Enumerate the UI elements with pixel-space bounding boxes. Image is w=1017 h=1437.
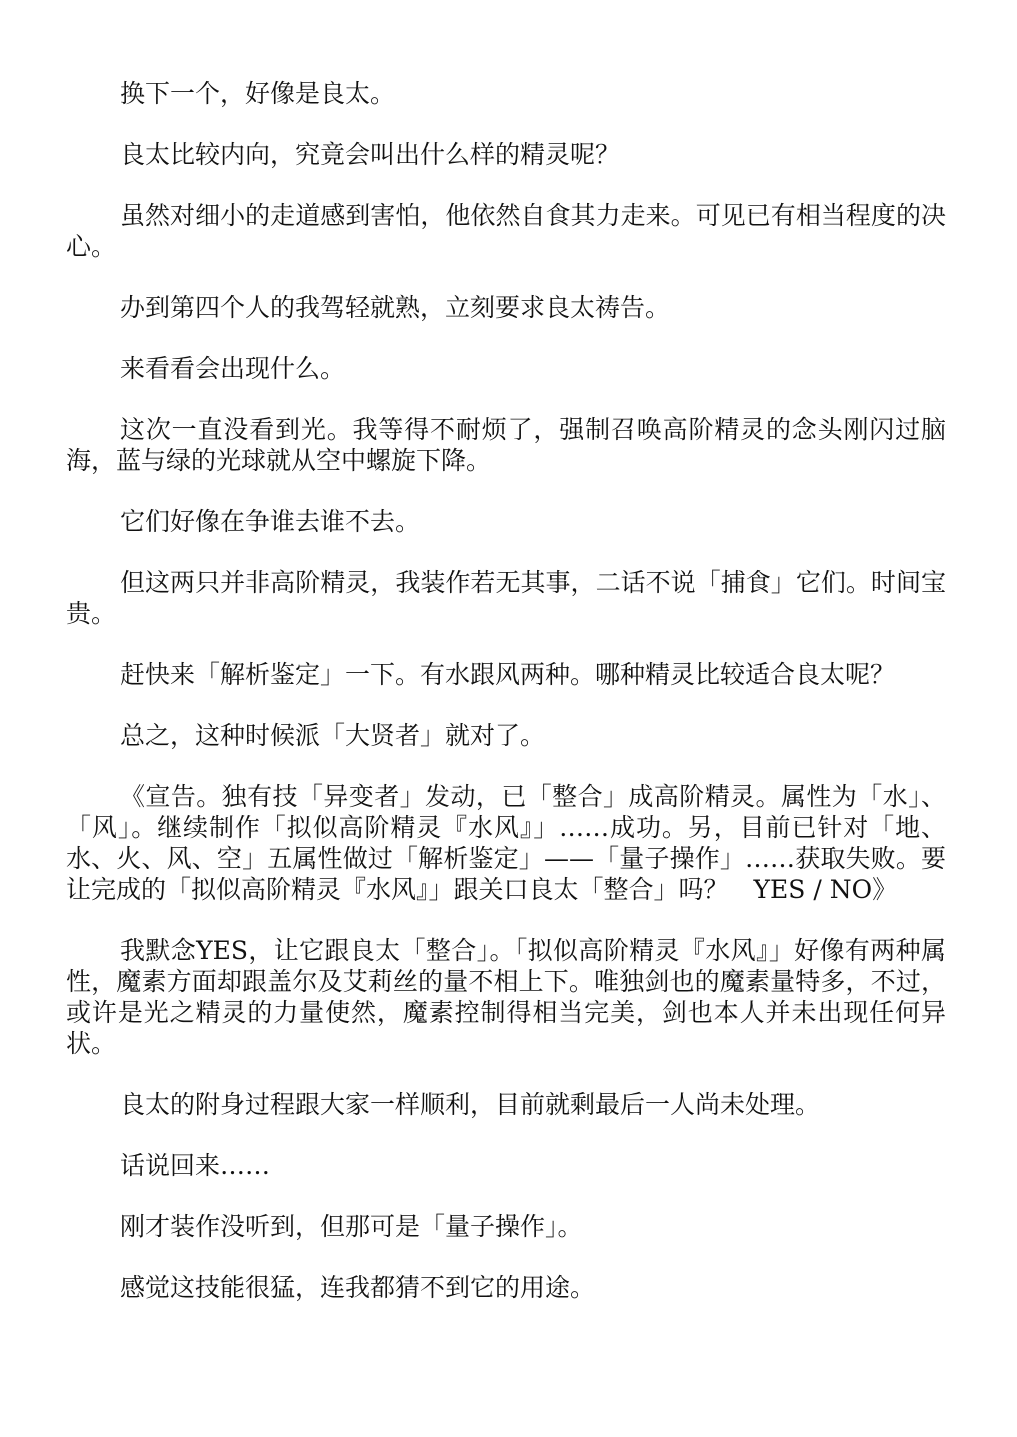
paragraph-15: 刚才装作没听到，但那可是「量子操作」。 — [120, 1212, 583, 1241]
paragraph-3: 虽然对细小的走道感到害怕，他依然自食其力走来。可见已有相当程度的决心。 — [66, 201, 946, 261]
paragraph-2: 良太比较内向，究竟会叫出什么样的精灵呢？ — [120, 140, 621, 169]
paragraph-16: 感觉这技能很猛，连我都猜不到它的用途。 — [120, 1273, 596, 1302]
paragraph-14: 话说回来…… — [120, 1151, 271, 1180]
paragraph-11: 《宣告。独有技「异变者」发动，已「整合」成高阶精灵。属性为「水」、「风」。继续制作「拟似高阶精灵『水风』」……成功。另，目前已针对「地、水、火、风、空」五属性做过「解析鉴定」——「量子操作」……获取失败。要让完成的「拟似高阶精灵『水风』」跟关口良太「整合」吗？ YES / NO》 — [66, 782, 946, 904]
paragraph-9: 赶快来「解析鉴定」一下。有水跟风两种。哪种精灵比较适合良太呢？ — [120, 660, 896, 689]
paragraph-4: 办到第四个人的我驾轻就熟，立刻要求良太祷告。 — [120, 293, 671, 322]
paragraph-10: 总之，这种时候派「大贤者」就对了。 — [120, 721, 546, 750]
document-body — [66, 78, 946, 1333]
paragraph-6: 这次一直没看到光。我等得不耐烦了，强制召唤高阶精灵的念头刚闪过脑海，蓝与绿的光球就从空中螺旋下降。 — [66, 415, 946, 475]
paragraph-12: 我默念YES，让它跟良太「整合」。「拟似高阶精灵『水风』」好像有两种属性，魔素方面却跟盖尔及艾莉丝的量不相上下。唯独剑也的魔素量特多，不过，或许是光之精灵的力量使然，魔素控制得相当完美，剑也本人并未出现任何异状。 — [66, 936, 946, 1058]
paragraph-8: 但这两只并非高阶精灵，我装作若无其事，二话不说「捕食」它们。时间宝贵。 — [66, 568, 946, 628]
paragraph-1: 换下一个，好像是良太。 — [120, 79, 396, 108]
paragraph-5: 来看看会出现什么。 — [120, 354, 346, 383]
paragraph-13: 良太的附身过程跟大家一样顺利，目前就剩最后一人尚未处理。 — [120, 1090, 821, 1119]
paragraph-7: 它们好像在争谁去谁不去。 — [120, 507, 421, 536]
